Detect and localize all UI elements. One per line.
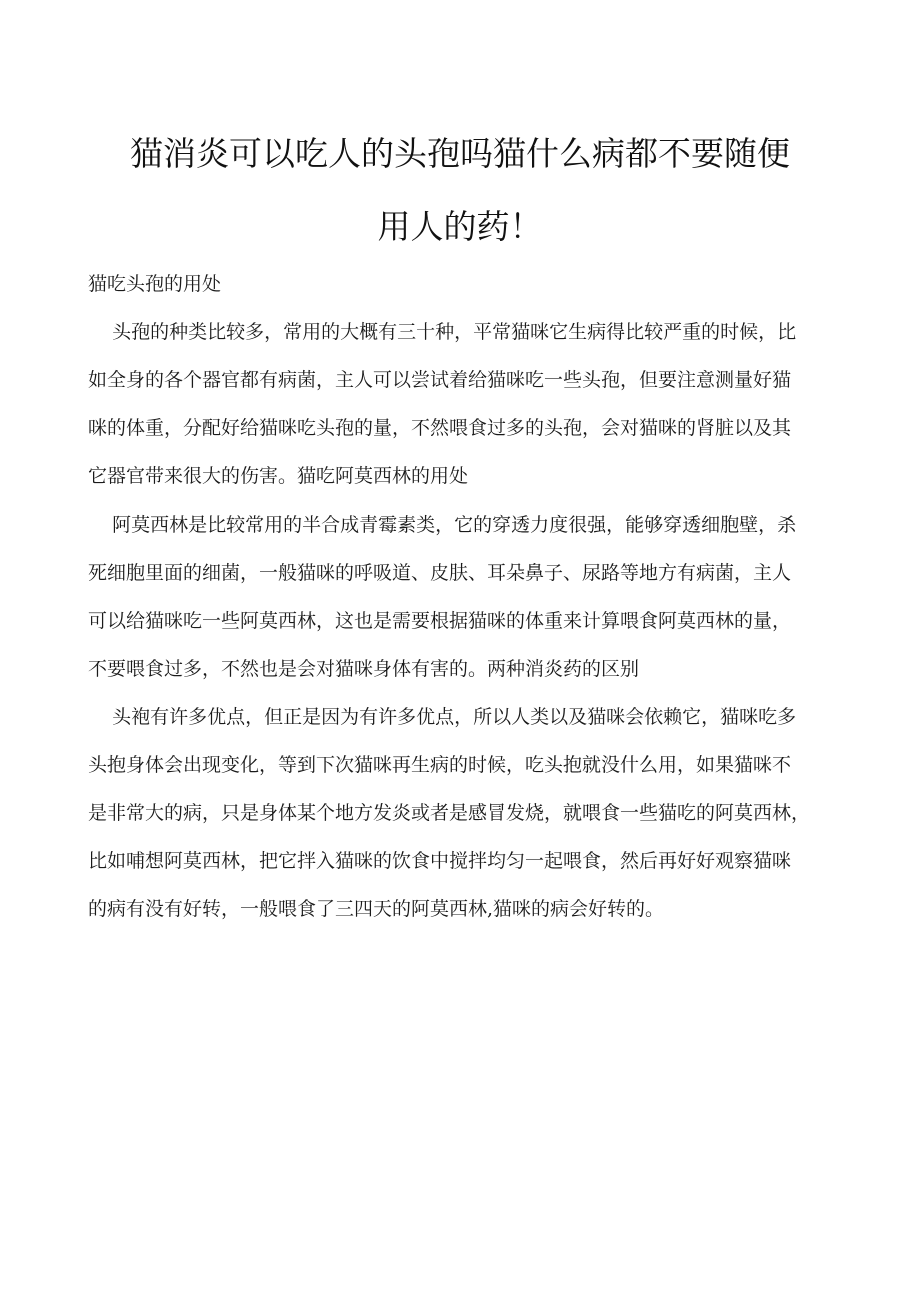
- body-line: 如全身的各个器官都有病菌，主人可以尝试着给猫咪吃一些头孢，但要注意测量好猫: [88, 369, 792, 391]
- body-line: 它器官带来很大的伤害。猫吃阿莫西林的用处: [88, 465, 469, 487]
- body-line: 是非常大的病，只是身体某个地方发炎或者是感冒发烧，就喂食一些猫吃的阿莫西林，: [88, 802, 811, 824]
- body-line: 头抱身体会出现变化，等到下次猫咪再生病的时候，吃头抱就没什么用，如果猫咪不: [88, 754, 792, 776]
- body-line: 可以给猫咪吃一些阿莫西林，这也是需要根据猫咪的体重来计算喂食阿莫西林的量，: [88, 610, 792, 632]
- body-line: 比如哺想阿莫西林，把它拌入猫咪的饮食中搅拌均匀一起喂食，然后再好好观察猫咪: [88, 850, 792, 872]
- section-heading-cephalosporin-use: 猫吃头孢的用处: [88, 273, 222, 295]
- body-line: 阿莫西林是比较常用的半合成青霉素类，它的穿透力度很强，能够穿透细胞壁，杀: [88, 514, 797, 536]
- document-title-line-1: 猫消炎可以吃人的头孢吗猫什么病都不要随便: [130, 134, 790, 173]
- body-line: 不要喂食过多，不然也是会对猫咪身体有害的。两种消炎药的区别: [88, 658, 640, 680]
- document-title-line-2: 用人的药！: [377, 207, 543, 246]
- body-line: 死细胞里面的细菌，一般猫咪的呼吸道、皮肤、耳朵鼻子、尿路等地方有病菌，主人: [88, 562, 792, 584]
- body-line: 头袍有许多优点，但正是因为有许多优点，所以人类以及猫咪会依赖它，猫咪吃多: [88, 706, 797, 728]
- body-line: 的病有没有好转，一般喂食了三四天的阿莫西林,猫咪的病会好转的。: [88, 898, 665, 920]
- body-line: 头孢的种类比较多，常用的大概有三十种，平常猫咪它生病得比较严重的时候，比: [88, 321, 797, 343]
- body-line: 咪的体重，分配好给猫咪吃头孢的量，不然喂食过多的头孢，会对猫咪的肾脏以及其: [88, 417, 792, 439]
